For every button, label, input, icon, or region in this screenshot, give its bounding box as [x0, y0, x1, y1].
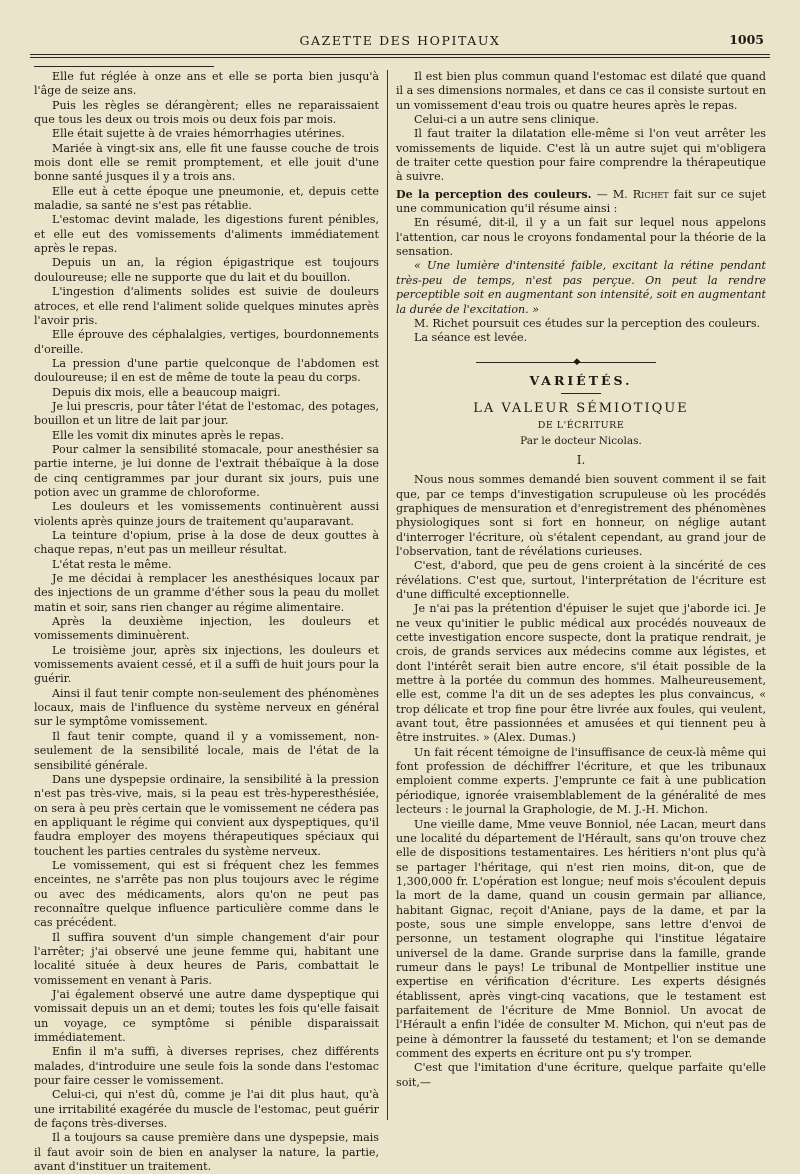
paragraph: Elle fut réglée à onze ans et elle se porta bien jusqu'à l'âge de seize ans. [34, 70, 379, 98]
paragraph: Je n'ai pas la prétention d'épuiser le sujet que j'aborde ici. Je ne veux qu'initier le public médical aux procédés nouveaux de cette investigation encore suspecte, dont la pratique rendrait, je crois, de grands services aux médecins comme aux légistes, et dont l'intérêt serait bien autre encore, s'il était possible de la mettre à la portée du commun des hommes. Malheureusement, elle est, comme l'a dit un de ses adeptes les plus convaincus, « trop délicate et trop fine pour être livrée aux foules, qui veulent, avant tout, être passionnées et amusées et qui tiennent peu à être instruites. » (Alex. Dumas.) [396, 602, 766, 745]
paragraph: Dans une dyspepsie ordinaire, la sensibilité à la pression n'est pas très-vive, mais, si la peau est très-hyperesthésiée, on sera à peu près certain que le vomissement ne cédera pas en appliquant le régime qui convient aux dyspeptiques, qu'il faudra employer des moyens thérapeutiques spéciaux qui touchent les parties centrales du système nerveux. [34, 772, 379, 858]
perception-heading: De la perception des couleurs. [396, 187, 592, 201]
paragraph: La pression d'une partie quelconque de l'abdomen est douloureuse; il en est de même de toute la peau du corps. [34, 356, 379, 385]
paragraph: L'ingestion d'aliments solides est suivie de douleurs atroces, et elle rend l'aliment solide quelques minutes après l'avoir pris. [34, 285, 379, 327]
paragraph: Il est bien plus commun quand l'estomac est dilaté que quand il a ses dimensions normales, et dans ce cas il consiste surtout en un vomissement d'eau trois ou quatre heures après le repas. [396, 70, 766, 112]
paragraph: Après la deuxième injection, les douleurs et vomissements diminuèrent. [34, 615, 379, 643]
paragraph: Il faut tenir compte, quand il y a vomissement, non-seulement de la sensibilité locale, mais de l'état de la sensibilité générale. [34, 729, 379, 772]
column-divider [387, 70, 388, 1120]
paragraph: Il suffira souvent d'un simple changement d'air pour l'arrêter; j'ai observé une jeune femme qui, habitant une localité située à deux heures de Paris, combattait le vomissement en venant à Paris. [34, 930, 379, 987]
perception-author: M. Richet [612, 187, 669, 201]
ornament-line [476, 362, 656, 363]
paragraph: Le vomissement, qui est si fréquent chez les femmes enceintes, ne s'arrête pas non plus toujours avec le régime ou avec des médicaments, alors qu'on ne peut pas reconnaître quelque influence particulière comme dans le cas précédent. [34, 858, 379, 930]
header-rule-top [30, 54, 770, 55]
paragraph: Pour calmer la sensibilité stomacale, pour anesthésier sa partie interne, je lui donne de l'extrait thébaïque à la dose de cinq centigrammes par jour durant six jours, puis une potion avec un gramme de chloroforme. [34, 442, 379, 499]
paragraph: Celui-ci, qui n'est dû, comme je l'ai dit plus haut, qu'à une irritabilité exagérée du muscle de l'estomac, peut guérir de façons très-diverses. [34, 1088, 379, 1131]
paragraph: Elle les vomit dix minutes après le repas. [52, 428, 284, 442]
paragraph: Une vieille dame, Mme veuve Bonniol, née Lacan, meurt dans une localité du département de l'Hérault, sans qu'on trouve chez elle de dispositions testamentaires. Les héritiers n'ont plus qu'à se partager l'héritage, qui n'est rien moins, dit-on, que de 1,300,000 fr. L'opération est longue; neuf mois s'écoulent depuis la mort de la dame, quand un cousin germain par alliance, habitant Gignac, reçoit d'Aniane, pays de la dame, et par la poste, sous une simple enveloppe, sans lettre d'envoi de personne, un testament olographe qui l'institue légataire universel de la dame. Grande surprise dans la famille, grande rumeur dans le pays! Le tribunal de Montpellier institue une expertise en vérification d'écriture. Les experts désignés établissent, après vingt-cinq vacations, que le testament est parfaitement de l'écriture de Mme Bonniol. Un avocat de l'Hérault a enfin l'idée de consulter M. Michon, qui n'eut pas de peine à démontrer la fausseté du testament; et l'on se demande comment des experts en écriture ont pu s'y tromper. [396, 817, 766, 1060]
perception-heading-rest: fait sur ce sujet une communication qu'il résume ainsi : [396, 187, 767, 216]
paragraph: C'est, d'abord, que peu de gens croient à la sincérité de ces révélations. C'est que, surtout, l'interprétation de l'écriture est d'une difficulté exceptionnelle. [396, 559, 766, 601]
paragraph: Un fait récent témoigne de l'insuffisance de ceux-là même qui font profession de déchiffrer l'écriture, et que les tribunaux emploient comme experts. J'emprunte ce fait à une publication périodique, ignorée vraisemblablement de la généralité de mes lecteurs : le journal la Graphologie, de M. J.-H. Michon. [396, 745, 766, 817]
paragraph: Je lui prescris, pour tâter l'état de l'estomac, des potages, bouillon et un litre de lait par jour. [34, 399, 379, 428]
perception-closing: La séance est levée. [414, 331, 528, 345]
article-part-number: I. [576, 452, 586, 467]
right-intro [396, 70, 766, 185]
paragraph: Depuis dix mois, elle a beaucoup maigri. [52, 385, 281, 399]
varietes-short-rule [561, 393, 601, 394]
section-ornament [396, 356, 766, 368]
paragraph: Enfin il m'a suffi, à diverses reprises, chez différents malades, d'introduire une seule fois la sonde dans l'estomac pour faire cesser le vomissement. [34, 1045, 379, 1088]
perception-followup: M. Richet poursuit ces études sur la perception des couleurs. [414, 316, 761, 330]
page-header [30, 30, 770, 52]
paragraph: La teinture d'opium, prise à la dose de deux gouttes à chaque repas, n'eut pas un meilleur résultat. [34, 529, 379, 557]
paragraph: Depuis un an, la région épigastrique est toujours douloureuse; elle ne supporte que du lait et du bouillon. [34, 256, 379, 284]
paragraph: J'ai également observé une autre dame dyspeptique qui vomissait depuis un an et demi; toutes les fois qu'elle faisait un voyage, ce symptôme si pénible disparaissait immédiatement. [34, 988, 379, 1045]
paragraph: L'état resta le même. [52, 557, 172, 571]
perception-quote: « Une lumière d'intensité faible, excitant la rétine pendant très-peu de temps, n'est pas perçue. On peut la rendre perceptible soit en augmentant son intensité, soit en augmentant la durée de l'excitation. » [396, 259, 766, 316]
left-column [34, 70, 379, 1174]
ornament-diamond-icon: ◆ [573, 356, 581, 367]
perception-summary: En résumé, dit-il, il y a un fait sur lequel nous appelons l'attention, car nous le croyons fondamental pour la théorie de la sensation. [396, 216, 766, 259]
paragraph: Puis les règles se dérangèrent; elles ne reparaissaient que tous les deux ou trois mois ou deux fois par mois. [34, 98, 379, 127]
paragraph: Celui-ci a un autre sens clinique. [414, 113, 599, 127]
article-subtitle: DE L'ÉCRITURE [537, 420, 625, 432]
running-title: GAZETTE DES HOPITAUX [299, 33, 501, 48]
article-title: LA VALEUR SÉMIOTIQUE [473, 400, 689, 416]
paragraph: Elle éprouve des céphalalgies, vertiges, bourdonnements d'oreille. [34, 328, 379, 356]
perception-dash: — [591, 187, 613, 201]
left-column-top-rule [34, 66, 214, 67]
paragraph: Nous nous sommes demandé bien souvent comment il se fait que, par ce temps d'investigation scrupuleuse où les procédés graphiques de mensuration et d'enregistrement des phénomènes physiologiques sont si fort en honneur, on néglige autant d'interroger l'écriture, où s'étalent cependant, au grand jour de l'observation, tant de révélations curieuses. [396, 473, 766, 558]
paragraph: Elle était sujette à de vraies hémorrhagies utérines. [52, 127, 345, 141]
paragraph: L'estomac devint malade, les digestions furent pénibles, et elle eut des vomissements d'aliments immédiatement après le repas. [34, 213, 379, 256]
paragraph: Elle eut à cette époque une pneumonie, et, depuis cette maladie, sa santé ne s'est pas rétablie. [34, 184, 379, 213]
article-byline: Par le docteur Nicolas. [520, 434, 642, 447]
right-column [396, 70, 766, 1090]
varietes-title: VARIÉTÉS. [529, 372, 633, 388]
header-rule-bottom [30, 57, 770, 58]
paragraph: Ainsi il faut tenir compte non-seulement des phénomènes locaux, mais de l'influence du système nerveux en général sur le symptôme vomissement. [34, 686, 379, 729]
paragraph: Je me décidai à remplacer les anesthésiques locaux par des injections de un gramme d'éther sous la peau du mollet matin et soir, sans rien changer au régime alimentaire. [34, 572, 379, 614]
paragraph: C'est que l'imitation d'une écriture, quelque parfaite qu'elle soit,— [396, 1061, 766, 1089]
perception-heading-paragraph [396, 188, 766, 217]
article-body [396, 473, 766, 1090]
paragraph: Il faut traiter la dilatation elle-même si l'on veut arrêter les vomissements de liquide. C'est là un autre sujet qui m'obligera de traiter cette question pour faire comprendre la thérapeutique à suivre. [396, 127, 766, 184]
paragraph: Mariée à vingt-six ans, elle fit une fausse couche de trois mois dont elle se remit promptement, et elle jouit d'une bonne santé jusques il y a trois ans. [34, 141, 379, 184]
paragraph: Il a toujours sa cause première dans une dyspepsie, mais il faut avoir soin de bien en analyser la nature, la partie, avant d'instituer un traitement. [34, 1131, 379, 1174]
paragraph: Les douleurs et les vomissements continuèrent aussi violents après quinze jours de traitement qu'auparavant. [34, 500, 379, 528]
paragraph: Le troisième jour, après six injections, les douleurs et vomissements avaient cessé, et il a suffi de huit jours pour la guérir. [34, 643, 379, 686]
page-number: 1005 [729, 32, 764, 47]
